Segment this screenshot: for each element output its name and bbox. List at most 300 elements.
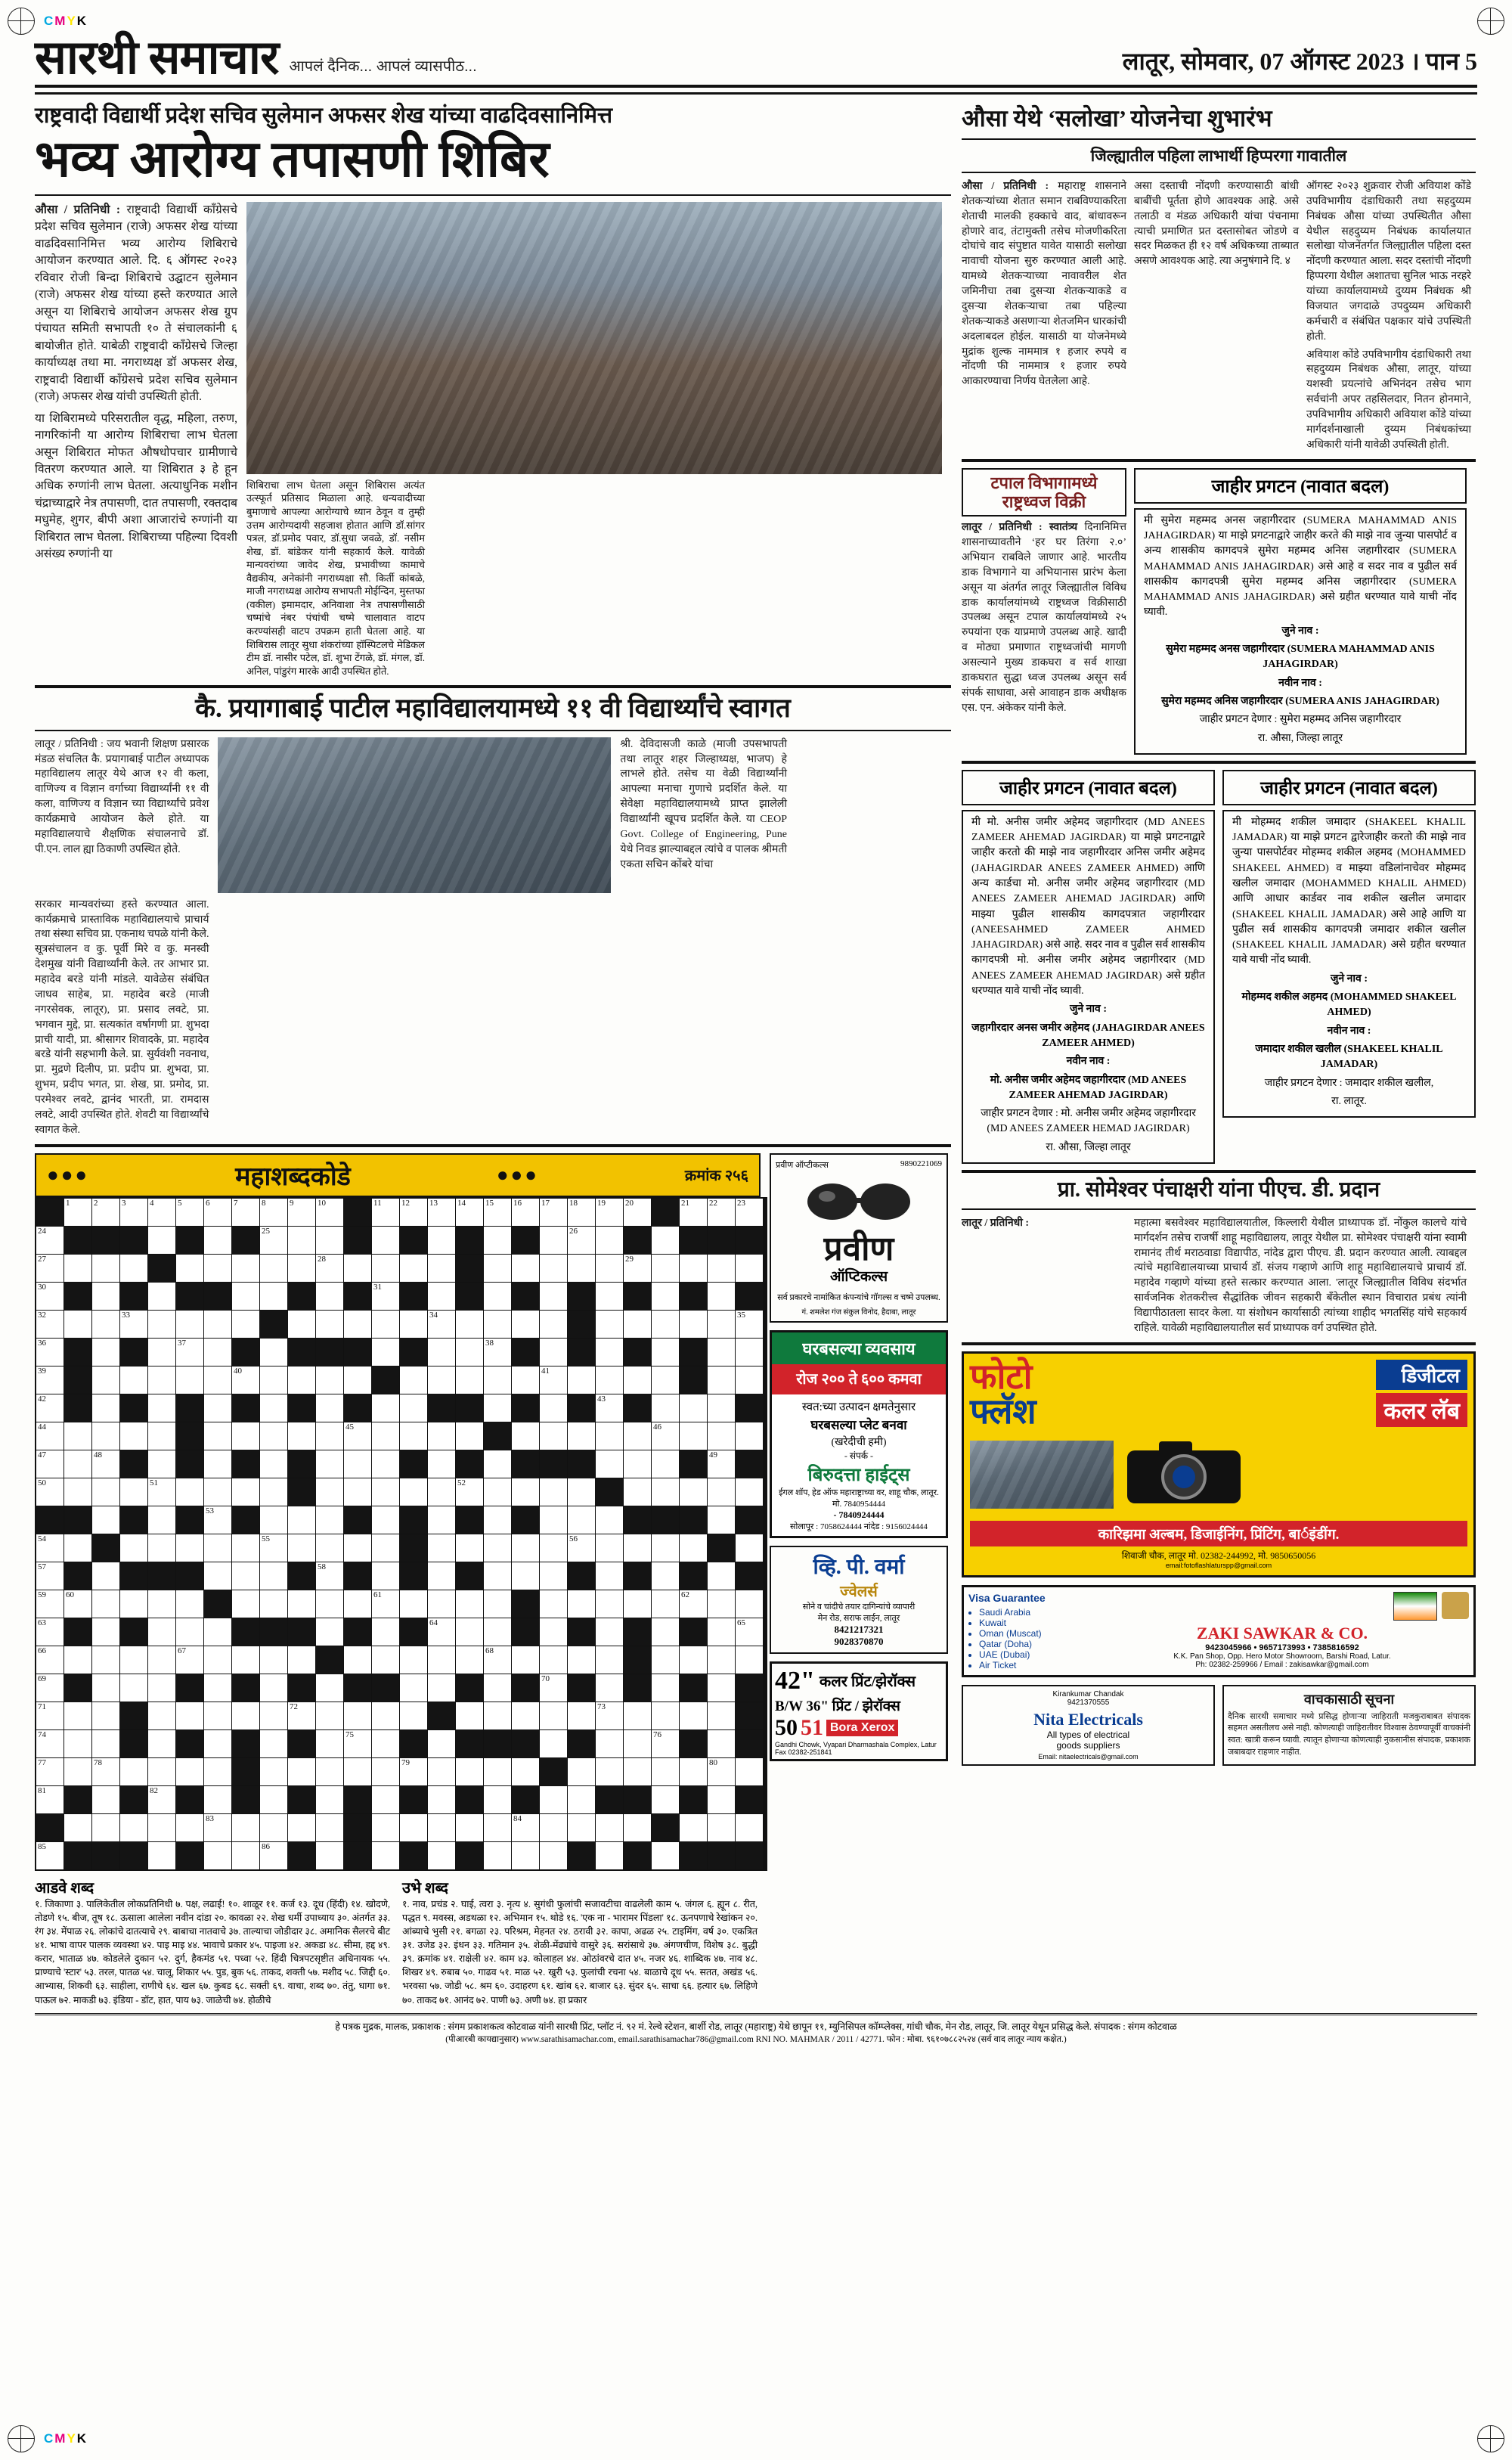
crossword-cell[interactable] xyxy=(596,1450,623,1478)
crossword-cell[interactable] xyxy=(148,1702,175,1729)
crossword-cell[interactable] xyxy=(36,1786,64,1813)
crossword-cell[interactable] xyxy=(36,1255,64,1282)
crossword-cell[interactable] xyxy=(232,1311,259,1338)
visa-phones[interactable]: 9423045966 • 9657173993 • 7385816592 xyxy=(1205,1643,1359,1652)
crossword-cell[interactable] xyxy=(484,1478,511,1506)
crossword-cell[interactable] xyxy=(428,1506,455,1534)
home-business-phone-1[interactable]: - 7840924444 xyxy=(833,1509,885,1520)
crossword-cell[interactable] xyxy=(92,1814,119,1841)
crossword-cell[interactable] xyxy=(260,1590,287,1618)
crossword-cell[interactable] xyxy=(36,1283,64,1310)
crossword-cell[interactable] xyxy=(92,1255,119,1282)
electricals-ad[interactable] xyxy=(962,1685,1215,1766)
crossword-cell[interactable] xyxy=(64,1730,91,1757)
crossword-cell[interactable] xyxy=(148,1311,175,1338)
crossword-cell[interactable] xyxy=(428,1786,455,1813)
crossword-cell[interactable] xyxy=(36,1646,64,1674)
crossword-cell[interactable] xyxy=(428,1450,455,1478)
crossword-cell[interactable] xyxy=(708,1394,735,1422)
crossword-cell[interactable] xyxy=(64,1255,91,1282)
crossword-cell[interactable] xyxy=(92,1422,119,1450)
crossword-cell[interactable] xyxy=(596,1339,623,1366)
crossword-cell[interactable] xyxy=(652,1255,679,1282)
crossword-cell[interactable] xyxy=(540,1283,567,1310)
crossword-cell[interactable] xyxy=(680,1478,707,1506)
crossword-cell[interactable] xyxy=(372,1534,399,1562)
crossword-cell[interactable] xyxy=(176,1618,203,1646)
crossword-cell[interactable] xyxy=(540,1311,567,1338)
crossword-cell[interactable] xyxy=(232,1199,259,1226)
crossword-cell[interactable] xyxy=(260,1702,287,1729)
crossword-cell[interactable] xyxy=(204,1422,231,1450)
crossword-cell[interactable] xyxy=(120,1422,147,1450)
crossword-cell[interactable] xyxy=(372,1786,399,1813)
crossword-cell[interactable] xyxy=(148,1786,175,1813)
crossword-cell[interactable] xyxy=(36,1590,64,1618)
crossword-cell[interactable] xyxy=(316,1730,343,1757)
crossword-cell[interactable] xyxy=(400,1758,427,1785)
crossword-cell[interactable] xyxy=(344,1702,371,1729)
crossword-cell[interactable] xyxy=(596,1534,623,1562)
crossword-cell[interactable] xyxy=(148,1339,175,1366)
crossword-cell[interactable] xyxy=(204,1450,231,1478)
crossword-cell[interactable] xyxy=(232,1646,259,1674)
crossword-cell[interactable] xyxy=(400,1199,427,1226)
crossword-cell[interactable] xyxy=(596,1366,623,1394)
crossword-cell[interactable] xyxy=(316,1702,343,1729)
crossword-cell[interactable] xyxy=(36,1339,64,1366)
crossword-cell[interactable] xyxy=(400,1674,427,1702)
crossword-cell[interactable] xyxy=(456,1618,483,1646)
crossword-cell[interactable] xyxy=(596,1758,623,1785)
crossword-cell[interactable] xyxy=(176,1255,203,1282)
crossword-cell[interactable] xyxy=(596,1506,623,1534)
crossword-cell[interactable] xyxy=(596,1618,623,1646)
crossword-cell[interactable] xyxy=(512,1842,539,1869)
crossword-cell[interactable] xyxy=(372,1842,399,1869)
crossword-cell[interactable] xyxy=(484,1674,511,1702)
crossword-cell[interactable] xyxy=(176,1646,203,1674)
crossword-cell[interactable] xyxy=(708,1562,735,1590)
crossword-cell[interactable] xyxy=(148,1590,175,1618)
crossword-cell[interactable] xyxy=(512,1478,539,1506)
crossword-cell[interactable] xyxy=(232,1255,259,1282)
crossword-cell[interactable] xyxy=(120,1646,147,1674)
crossword-cell[interactable] xyxy=(260,1255,287,1282)
crossword-cell[interactable] xyxy=(176,1339,203,1366)
crossword-cell[interactable] xyxy=(372,1702,399,1729)
crossword-cell[interactable] xyxy=(652,1590,679,1618)
crossword-cell[interactable] xyxy=(484,1227,511,1254)
crossword-cell[interactable] xyxy=(428,1562,455,1590)
crossword-cell[interactable] xyxy=(596,1255,623,1282)
crossword-cell[interactable] xyxy=(316,1814,343,1841)
crossword-cell[interactable] xyxy=(568,1646,595,1674)
crossword-cell[interactable] xyxy=(36,1702,64,1729)
crossword-cell[interactable] xyxy=(288,1422,315,1450)
crossword-cell[interactable] xyxy=(372,1730,399,1757)
crossword-cell[interactable] xyxy=(36,1618,64,1646)
crossword-cell[interactable] xyxy=(512,1646,539,1674)
crossword-cell[interactable] xyxy=(372,1422,399,1450)
crossword-cell[interactable] xyxy=(288,1814,315,1841)
crossword-cell[interactable] xyxy=(316,1534,343,1562)
crossword-cell[interactable] xyxy=(148,1646,175,1674)
crossword-cell[interactable] xyxy=(316,1366,343,1394)
crossword-cell[interactable] xyxy=(540,1422,567,1450)
crossword-cell[interactable] xyxy=(484,1786,511,1813)
crossword-cell[interactable] xyxy=(316,1842,343,1869)
crossword-cell[interactable] xyxy=(232,1702,259,1729)
crossword-cell[interactable] xyxy=(36,1450,64,1478)
crossword-cell[interactable] xyxy=(540,1534,567,1562)
crossword-cell[interactable] xyxy=(428,1674,455,1702)
photo-flash-ad[interactable] xyxy=(962,1351,1476,1577)
crossword-cell[interactable] xyxy=(260,1227,287,1254)
xerox-ad[interactable] xyxy=(770,1661,948,1761)
crossword-cell[interactable] xyxy=(652,1562,679,1590)
crossword-cell[interactable] xyxy=(372,1562,399,1590)
crossword-cell[interactable] xyxy=(260,1283,287,1310)
crossword-cell[interactable] xyxy=(652,1758,679,1785)
crossword-cell[interactable] xyxy=(652,1842,679,1869)
crossword-cell[interactable] xyxy=(120,1674,147,1702)
crossword-cell[interactable] xyxy=(204,1730,231,1757)
crossword-cell[interactable] xyxy=(652,1730,679,1757)
crossword-cell[interactable] xyxy=(624,1450,651,1478)
crossword-cell[interactable] xyxy=(652,1394,679,1422)
crossword-cell[interactable] xyxy=(484,1590,511,1618)
crossword-cell[interactable] xyxy=(232,1814,259,1841)
crossword-cell[interactable] xyxy=(372,1478,399,1506)
crossword-cell[interactable] xyxy=(372,1283,399,1310)
crossword-cell[interactable] xyxy=(176,1702,203,1729)
crossword-cell[interactable] xyxy=(456,1758,483,1785)
crossword-cell[interactable] xyxy=(512,1562,539,1590)
crossword-cell[interactable] xyxy=(344,1534,371,1562)
crossword-cell[interactable] xyxy=(36,1227,64,1254)
crossword-cell[interactable] xyxy=(708,1730,735,1757)
crossword-cell[interactable] xyxy=(204,1842,231,1869)
crossword-cell[interactable] xyxy=(484,1758,511,1785)
crossword-cell[interactable] xyxy=(260,1562,287,1590)
crossword-cell[interactable] xyxy=(568,1534,595,1562)
crossword-cell[interactable] xyxy=(344,1758,371,1785)
crossword-cell[interactable] xyxy=(624,1366,651,1394)
crossword-cell[interactable] xyxy=(204,1255,231,1282)
crossword-cell[interactable] xyxy=(428,1814,455,1841)
jewellers-ad[interactable] xyxy=(770,1546,948,1654)
crossword-cell[interactable] xyxy=(680,1534,707,1562)
crossword-cell[interactable] xyxy=(64,1814,91,1841)
crossword-cell[interactable] xyxy=(204,1199,231,1226)
crossword-cell[interactable] xyxy=(596,1199,623,1226)
crossword-cell[interactable] xyxy=(204,1814,231,1841)
crossword-cell[interactable] xyxy=(36,1422,64,1450)
crossword-cell[interactable] xyxy=(596,1562,623,1590)
crossword-cell[interactable] xyxy=(316,1255,343,1282)
crossword-cell[interactable] xyxy=(176,1311,203,1338)
crossword-cell[interactable] xyxy=(316,1311,343,1338)
crossword-cell[interactable] xyxy=(540,1674,567,1702)
crossword-cell[interactable] xyxy=(400,1422,427,1450)
crossword-cell[interactable] xyxy=(708,1618,735,1646)
crossword-cell[interactable] xyxy=(36,1674,64,1702)
crossword-cell[interactable] xyxy=(512,1702,539,1729)
crossword-cell[interactable] xyxy=(260,1730,287,1757)
crossword-cell[interactable] xyxy=(652,1283,679,1310)
crossword-cell[interactable] xyxy=(708,1283,735,1310)
crossword-grid[interactable] xyxy=(35,1197,767,1871)
crossword-cell[interactable] xyxy=(288,1590,315,1618)
crossword-cell[interactable] xyxy=(204,1478,231,1506)
crossword-cell[interactable] xyxy=(428,1758,455,1785)
crossword-cell[interactable] xyxy=(204,1311,231,1338)
crossword-cell[interactable] xyxy=(736,1590,763,1618)
crossword-cell[interactable] xyxy=(652,1534,679,1562)
crossword-cell[interactable] xyxy=(484,1394,511,1422)
crossword-cell[interactable] xyxy=(400,1814,427,1841)
crossword-cell[interactable] xyxy=(400,1478,427,1506)
crossword-cell[interactable] xyxy=(120,1814,147,1841)
crossword-cell[interactable] xyxy=(568,1758,595,1785)
crossword-cell[interactable] xyxy=(484,1618,511,1646)
crossword-cell[interactable] xyxy=(708,1422,735,1450)
crossword-cell[interactable] xyxy=(624,1478,651,1506)
crossword-cell[interactable] xyxy=(596,1674,623,1702)
crossword-cell[interactable] xyxy=(736,1311,763,1338)
crossword-cell[interactable] xyxy=(316,1394,343,1422)
crossword-cell[interactable] xyxy=(288,1758,315,1785)
crossword-cell[interactable] xyxy=(372,1618,399,1646)
crossword-cell[interactable] xyxy=(344,1422,371,1450)
crossword-cell[interactable] xyxy=(148,1199,175,1226)
crossword-cell[interactable] xyxy=(428,1730,455,1757)
crossword-cell[interactable] xyxy=(232,1478,259,1506)
crossword-cell[interactable] xyxy=(288,1227,315,1254)
crossword-cell[interactable] xyxy=(204,1786,231,1813)
crossword-cell[interactable] xyxy=(652,1786,679,1813)
crossword-cell[interactable] xyxy=(232,1590,259,1618)
crossword-cell[interactable] xyxy=(148,1674,175,1702)
crossword-cell[interactable] xyxy=(596,1730,623,1757)
crossword-cell[interactable] xyxy=(708,1674,735,1702)
crossword-cell[interactable] xyxy=(596,1814,623,1841)
home-business-phone-2[interactable]: सोलापूर : 7058624444 नांदेड : 9156024444 xyxy=(790,1522,928,1531)
crossword-cell[interactable] xyxy=(708,1478,735,1506)
crossword-cell[interactable] xyxy=(540,1227,567,1254)
crossword-cell[interactable] xyxy=(260,1394,287,1422)
crossword-cell[interactable] xyxy=(540,1255,567,1282)
crossword-cell[interactable] xyxy=(708,1199,735,1226)
crossword-cell[interactable] xyxy=(36,1842,64,1869)
crossword-cell[interactable] xyxy=(624,1534,651,1562)
crossword-cell[interactable] xyxy=(652,1311,679,1338)
crossword-cell[interactable] xyxy=(484,1339,511,1366)
crossword-cell[interactable] xyxy=(512,1366,539,1394)
crossword-cell[interactable] xyxy=(512,1758,539,1785)
crossword-cell[interactable] xyxy=(92,1478,119,1506)
crossword-cell[interactable] xyxy=(428,1534,455,1562)
crossword-cell[interactable] xyxy=(652,1450,679,1478)
crossword-cell[interactable] xyxy=(232,1366,259,1394)
crossword-cell[interactable] xyxy=(344,1311,371,1338)
crossword-cell[interactable] xyxy=(120,1255,147,1282)
crossword-cell[interactable] xyxy=(204,1562,231,1590)
crossword-cell[interactable] xyxy=(92,1506,119,1534)
crossword-cell[interactable] xyxy=(568,1478,595,1506)
crossword-cell[interactable] xyxy=(428,1199,455,1226)
crossword-cell[interactable] xyxy=(652,1646,679,1674)
crossword-cell[interactable] xyxy=(316,1478,343,1506)
crossword-cell[interactable] xyxy=(736,1339,763,1366)
crossword-cell[interactable] xyxy=(372,1227,399,1254)
crossword-cell[interactable] xyxy=(624,1199,651,1226)
crossword-cell[interactable] xyxy=(316,1674,343,1702)
crossword-cell[interactable] xyxy=(120,1758,147,1785)
crossword-cell[interactable] xyxy=(680,1702,707,1729)
crossword-cell[interactable] xyxy=(372,1339,399,1366)
crossword-cell[interactable] xyxy=(148,1534,175,1562)
optical-ad[interactable] xyxy=(770,1153,948,1323)
crossword-cell[interactable] xyxy=(316,1618,343,1646)
crossword-cell[interactable] xyxy=(232,1562,259,1590)
crossword-cell[interactable] xyxy=(708,1450,735,1478)
crossword-cell[interactable] xyxy=(176,1590,203,1618)
crossword-cell[interactable] xyxy=(148,1758,175,1785)
crossword-cell[interactable] xyxy=(260,1478,287,1506)
crossword-cell[interactable] xyxy=(624,1590,651,1618)
crossword-cell[interactable] xyxy=(736,1366,763,1394)
crossword-cell[interactable] xyxy=(624,1814,651,1841)
crossword-cell[interactable] xyxy=(624,1422,651,1450)
crossword-cell[interactable] xyxy=(568,1255,595,1282)
crossword-cell[interactable] xyxy=(316,1227,343,1254)
crossword-cell[interactable] xyxy=(428,1842,455,1869)
crossword-cell[interactable] xyxy=(64,1590,91,1618)
crossword-cell[interactable] xyxy=(316,1758,343,1785)
crossword-cell[interactable] xyxy=(456,1534,483,1562)
crossword-cell[interactable] xyxy=(708,1506,735,1534)
crossword-cell[interactable] xyxy=(736,1814,763,1841)
crossword-cell[interactable] xyxy=(680,1814,707,1841)
crossword-cell[interactable] xyxy=(680,1199,707,1226)
crossword-cell[interactable] xyxy=(344,1450,371,1478)
crossword-cell[interactable] xyxy=(680,1422,707,1450)
crossword-cell[interactable] xyxy=(260,1534,287,1562)
crossword-cell[interactable] xyxy=(624,1758,651,1785)
crossword-cell[interactable] xyxy=(120,1366,147,1394)
crossword-cell[interactable] xyxy=(120,1199,147,1226)
crossword-cell[interactable] xyxy=(708,1339,735,1366)
crossword-cell[interactable] xyxy=(680,1311,707,1338)
crossword-cell[interactable] xyxy=(232,1283,259,1310)
crossword-cell[interactable] xyxy=(568,1702,595,1729)
crossword-cell[interactable] xyxy=(288,1646,315,1674)
crossword-cell[interactable] xyxy=(288,1506,315,1534)
crossword-cell[interactable] xyxy=(260,1674,287,1702)
crossword-cell[interactable] xyxy=(484,1646,511,1674)
crossword-cell[interactable] xyxy=(372,1758,399,1785)
crossword-cell[interactable] xyxy=(92,1674,119,1702)
crossword-cell[interactable] xyxy=(260,1422,287,1450)
crossword-cell[interactable] xyxy=(652,1478,679,1506)
crossword-cell[interactable] xyxy=(344,1590,371,1618)
crossword-cell[interactable] xyxy=(540,1394,567,1422)
crossword-cell[interactable] xyxy=(176,1814,203,1841)
crossword-cell[interactable] xyxy=(428,1590,455,1618)
crossword-cell[interactable] xyxy=(92,1618,119,1646)
crossword-cell[interactable] xyxy=(148,1366,175,1394)
crossword-cell[interactable] xyxy=(652,1366,679,1394)
crossword-cell[interactable] xyxy=(680,1590,707,1618)
crossword-cell[interactable] xyxy=(64,1422,91,1450)
crossword-cell[interactable] xyxy=(540,1199,567,1226)
crossword-cell[interactable] xyxy=(708,1786,735,1813)
crossword-cell[interactable] xyxy=(708,1758,735,1785)
jewellers-phone-2[interactable]: 9028370870 xyxy=(834,1635,884,1647)
crossword-cell[interactable] xyxy=(316,1590,343,1618)
crossword-cell[interactable] xyxy=(456,1422,483,1450)
crossword-cell[interactable] xyxy=(540,1842,567,1869)
crossword-cell[interactable] xyxy=(148,1506,175,1534)
crossword-cell[interactable] xyxy=(36,1562,64,1590)
crossword-cell[interactable] xyxy=(596,1422,623,1450)
crossword-cell[interactable] xyxy=(596,1590,623,1618)
crossword-cell[interactable] xyxy=(456,1311,483,1338)
crossword-cell[interactable] xyxy=(148,1283,175,1310)
crossword-cell[interactable] xyxy=(176,1758,203,1785)
crossword-cell[interactable] xyxy=(204,1618,231,1646)
crossword-cell[interactable] xyxy=(148,1814,175,1841)
crossword-cell[interactable] xyxy=(568,1590,595,1618)
crossword-cell[interactable] xyxy=(708,1311,735,1338)
crossword-cell[interactable] xyxy=(736,1255,763,1282)
crossword-cell[interactable] xyxy=(484,1814,511,1841)
crossword-cell[interactable] xyxy=(176,1199,203,1226)
crossword-cell[interactable] xyxy=(288,1702,315,1729)
crossword-cell[interactable] xyxy=(540,1618,567,1646)
crossword-cell[interactable] xyxy=(260,1339,287,1366)
crossword-cell[interactable] xyxy=(204,1758,231,1785)
crossword-cell[interactable] xyxy=(316,1283,343,1310)
crossword-cell[interactable] xyxy=(484,1506,511,1534)
crossword-cell[interactable] xyxy=(372,1646,399,1674)
crossword-cell[interactable] xyxy=(568,1199,595,1226)
crossword-cell[interactable] xyxy=(456,1366,483,1394)
crossword-cell[interactable] xyxy=(176,1478,203,1506)
crossword-cell[interactable] xyxy=(512,1255,539,1282)
crossword-cell[interactable] xyxy=(708,1646,735,1674)
crossword-cell[interactable] xyxy=(204,1646,231,1674)
crossword-cell[interactable] xyxy=(64,1450,91,1478)
crossword-cell[interactable] xyxy=(148,1450,175,1478)
crossword-cell[interactable] xyxy=(148,1842,175,1869)
crossword-cell[interactable] xyxy=(540,1702,567,1729)
crossword-cell[interactable] xyxy=(92,1562,119,1590)
crossword-cell[interactable] xyxy=(540,1339,567,1366)
crossword-cell[interactable] xyxy=(260,1366,287,1394)
crossword-cell[interactable] xyxy=(148,1394,175,1422)
crossword-cell[interactable] xyxy=(484,1255,511,1282)
crossword-cell[interactable] xyxy=(288,1534,315,1562)
crossword-cell[interactable] xyxy=(92,1283,119,1310)
crossword-cell[interactable] xyxy=(428,1311,455,1338)
crossword-cell[interactable] xyxy=(484,1199,511,1226)
crossword-cell[interactable] xyxy=(372,1506,399,1534)
crossword-cell[interactable] xyxy=(36,1730,64,1757)
crossword-cell[interactable] xyxy=(680,1255,707,1282)
